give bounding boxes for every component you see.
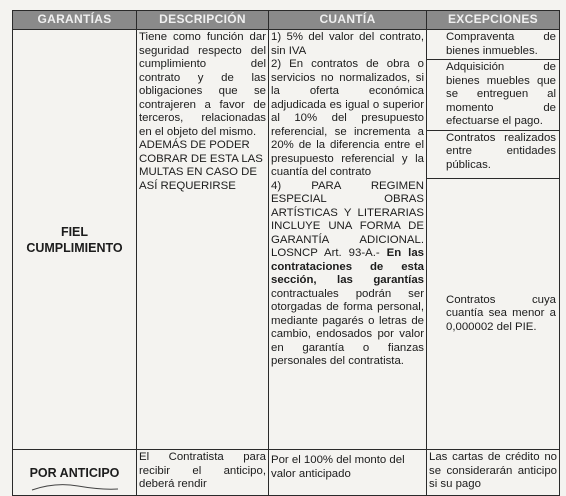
fiel-cuantia-3: [271, 180, 424, 369]
guarantee-type-fiel: [13, 30, 137, 450]
excepcion-final: [427, 179, 559, 449]
row-fiel-cumplimiento: [13, 30, 560, 450]
header-garantias: GARANTÍAS: [13, 11, 137, 30]
anticipo-cuantia: Por el 100% del monto del valor anticipado: [269, 450, 427, 496]
fiel-descripcion: [137, 30, 269, 450]
excepcion-item: Contratos realizados entre entidades públicas.: [427, 131, 559, 180]
fiel-cuantia-2: 2) En contratos de obra o servicios no normalizados, si la oferta económica adjudicada es igual o superior al 10% del presupuesto referencial, se incrementa a 20% de la diferencia entre el presupuesto referencial y la cuantía del contrato: [271, 58, 424, 178]
guarantees-table: [12, 10, 560, 496]
excepcion-item: Adquisición de bienes muebles que se entreguen al momento de efectuarse el pago.: [427, 60, 559, 131]
fiel-descripcion-text: Tiene como función dar seguridad respecto del cumplimiento del contrato y de las obligaciones que se contrajeren a favor de terceros, relacionadas en el objeto del mismo.: [139, 31, 266, 138]
pen-mark: [30, 480, 120, 492]
fiel-label-line1: FIEL: [60, 224, 89, 239]
guarantee-type-anticipo: POR ANTICIPO: [13, 450, 137, 496]
fiel-label-line2: CUMPLIMIENTO: [26, 240, 123, 255]
fiel-cuantia-3-rest: contractuales podrán ser otorgadas de forma personal, mediante pagarés o letras de cambio, endosados por valor en garantía o fianzas personales del contratista.: [271, 287, 424, 367]
fiel-cuantia-3-bold: En las contrataciones de esta sección, las garantías: [271, 247, 424, 286]
fiel-cuantia-3-text: 4) PARA REGIMEN ESPECIAL OBRAS ARTÍSTICAS Y LITERARIAS INCLUYE UNA FORMA DE GARANTÍA ADICIONAL. LOSNCP Art. 93-A.-: [271, 179, 424, 259]
header-cuantia: CUANTÍA: [269, 11, 427, 30]
fiel-cuantia-1: 1) 5% del valor del contrato, sin IVA: [271, 31, 424, 57]
anticipo-excepciones: Las cartas de crédito no se considerarán anticipo si su pago: [427, 450, 560, 496]
fiel-descripcion-extra: ADEMÁS DE PODER COBRAR DE ESTA LAS MULTAS EN CASO DE ASÍ REQUERIRSE: [139, 139, 263, 192]
header-row: [13, 11, 560, 30]
header-descripcion: DESCRIPCIÓN: [137, 11, 269, 30]
excepcion-item: Compraventa de bienes inmuebles.: [427, 30, 559, 60]
header-excepciones: EXCEPCIONES: [427, 11, 560, 30]
fiel-excepciones: [427, 30, 560, 450]
fiel-cuantia: [269, 30, 427, 450]
excepcion-final-text: Contratos cuya cuantía sea menor a 0,000002 del PIE.: [446, 293, 556, 333]
anticipo-descripcion: El Contratista para recibir el anticipo, deberá rendir: [137, 450, 269, 496]
